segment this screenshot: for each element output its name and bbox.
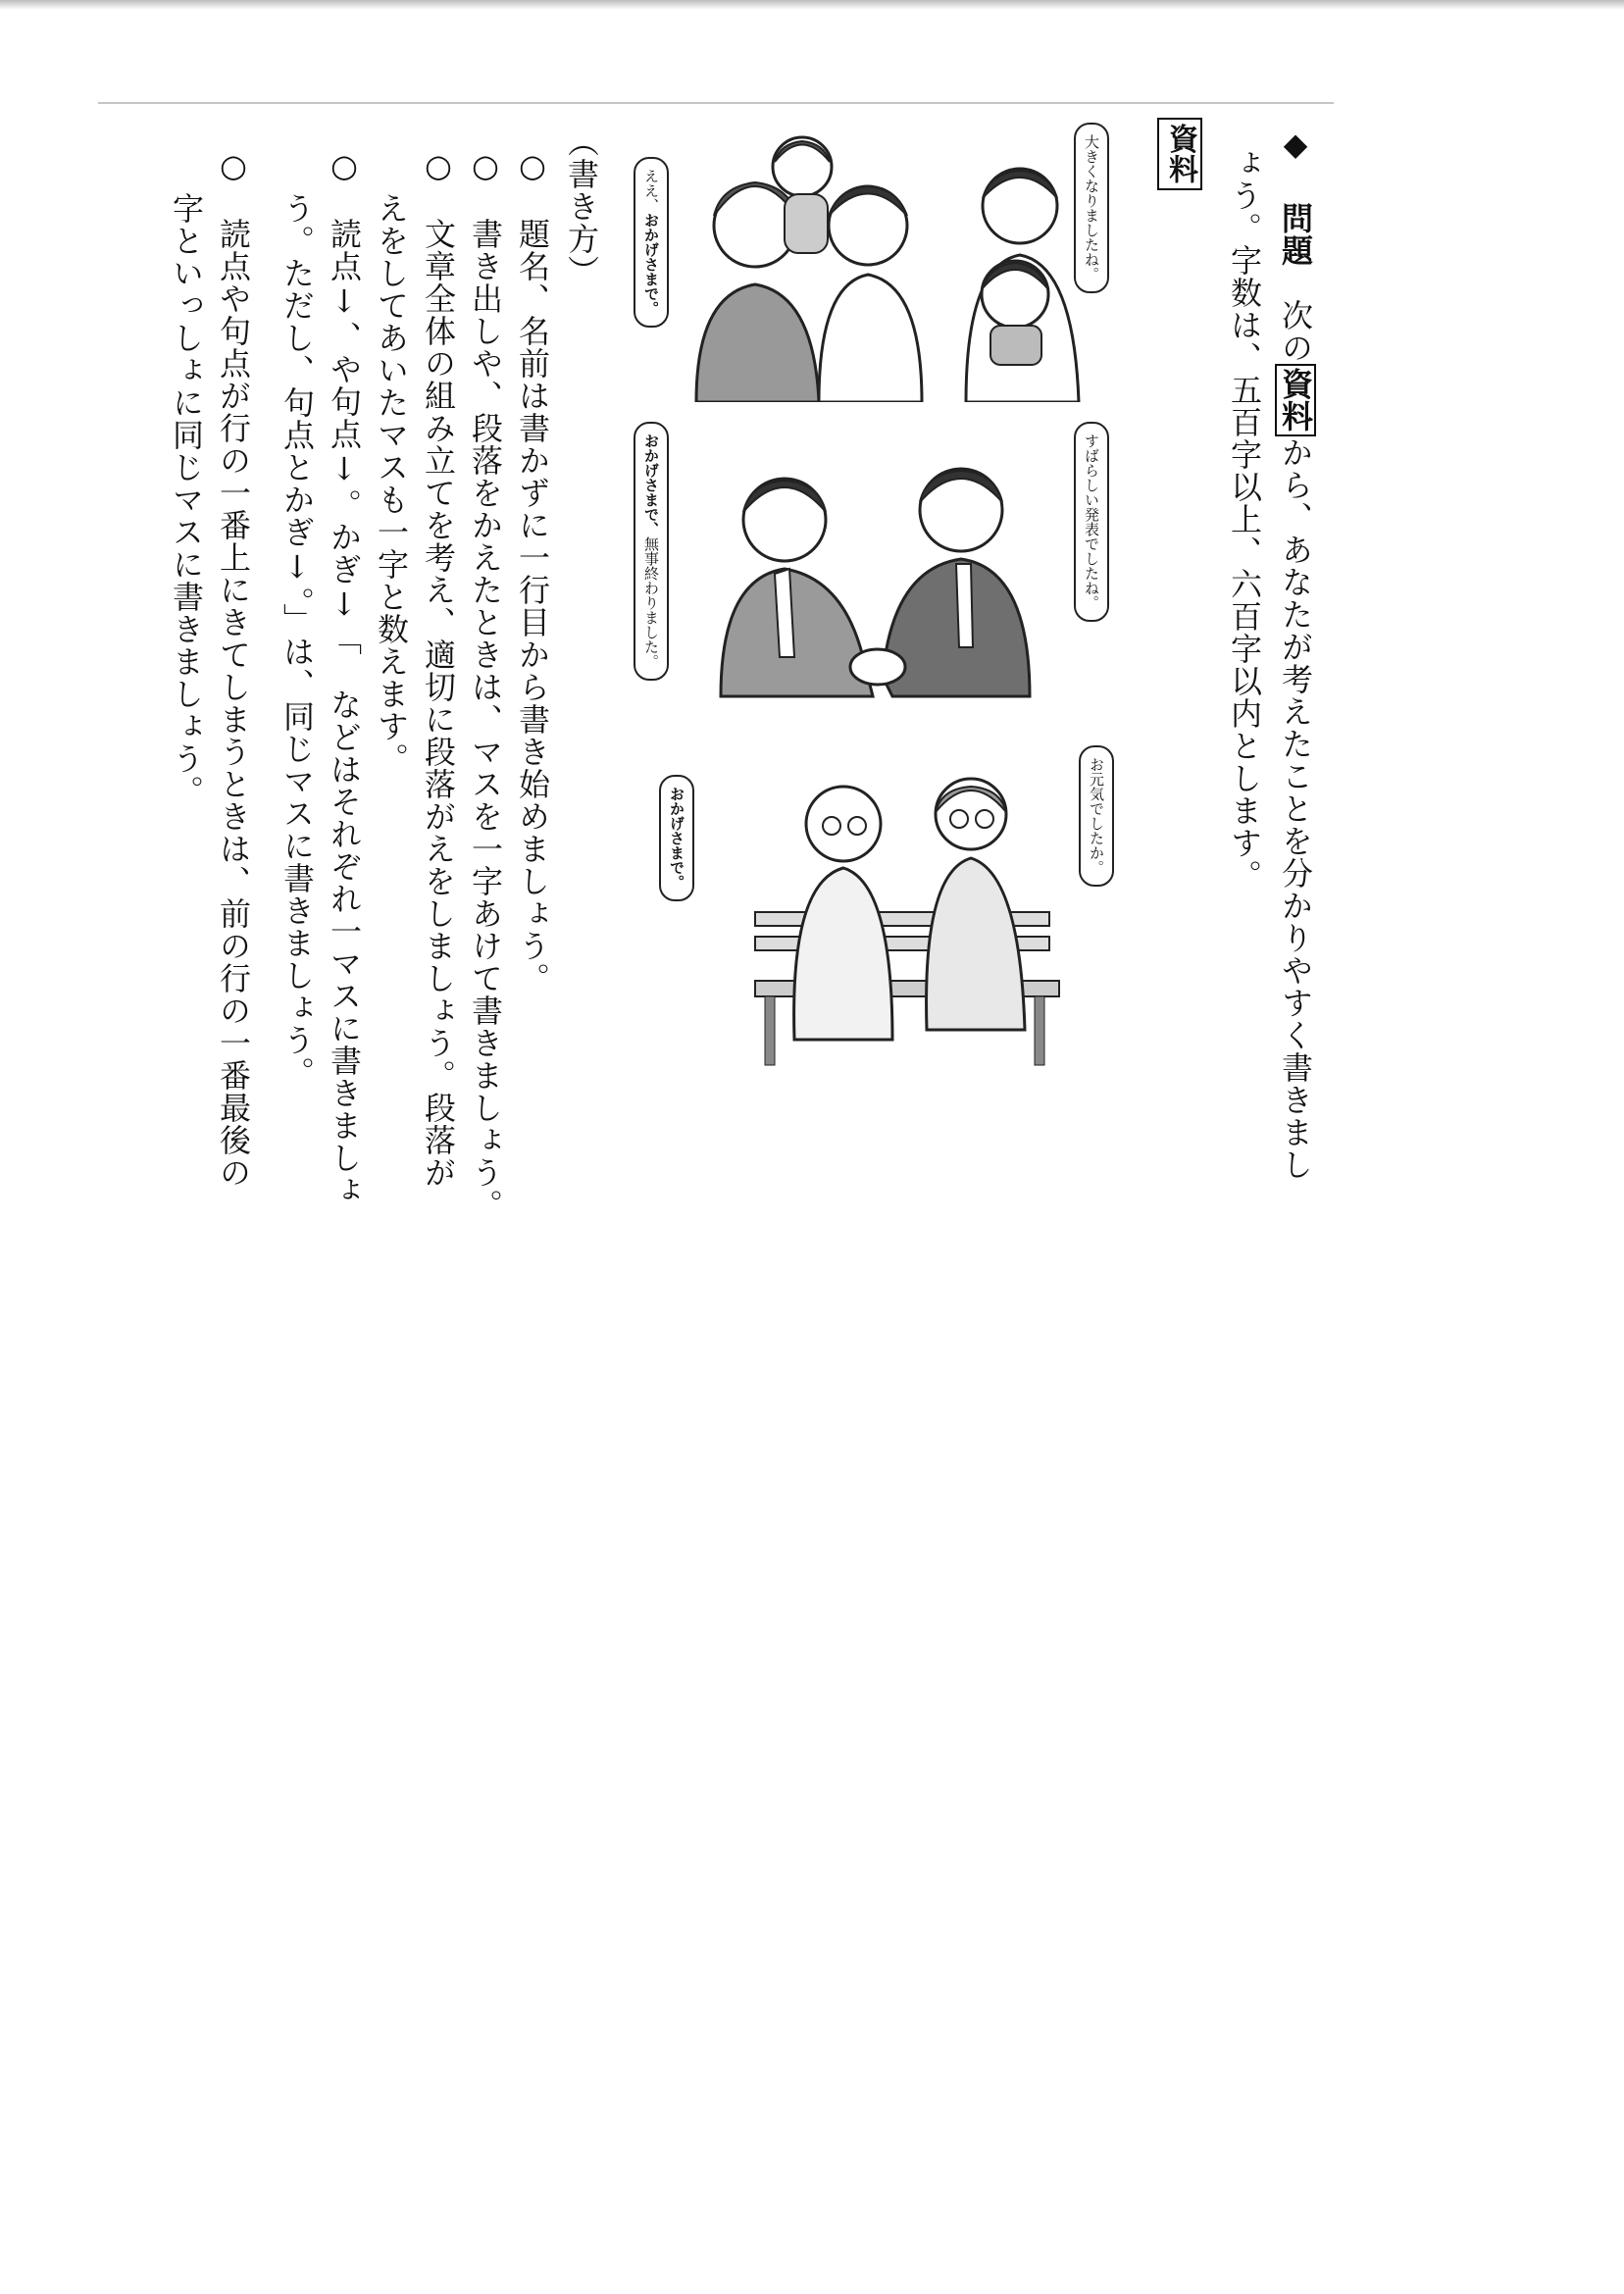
scene-handshake [628, 422, 1118, 716]
scene-bench-bubble-right: お元気でしたか。 [1079, 745, 1114, 887]
howto-line-3b: えをしてあいたマスも一字と数えます。 [373, 192, 410, 775]
bullet-3: ○ [420, 147, 457, 185]
bench-illustration [647, 745, 1118, 1069]
problem-lead: 次の [1277, 299, 1314, 364]
howto-heading: （書き方） [563, 126, 600, 287]
howto-line-5b: 字といっしょに同じマスに書きましょう。 [168, 192, 205, 807]
scene-family [628, 118, 1118, 402]
scene-bench-bubble-left: おかげさまで。 [659, 775, 694, 901]
scene-family-bubble-right: 大きくなりましたね。 [1074, 123, 1109, 293]
problem-text-2: ょう。字数は、五百字以上、六百字以内とします。 [1226, 147, 1263, 892]
header-rule [98, 102, 1334, 104]
howto-line-5: ○ 読点や句点が行の一番上にきてしまうときは、前の行の一番最後の [215, 147, 252, 1189]
problem-line-2 [1222, 147, 1267, 892]
scene-handshake-bubble-left: おかげさまで、無事終わりました。 [634, 422, 669, 681]
howto-line-4b: う。ただし、句点とかぎ↓。」は、同じマスに書きましょう。 [279, 192, 316, 1089]
bullet-5: ○ [215, 147, 252, 185]
howto-line-4: ○ 読点↓、や句点↓。かぎ↓「 などはそれぞれ一マスに書きましょ [326, 147, 363, 1206]
bullet-2: ○ [467, 147, 504, 185]
problem-boxed-word: 資料 [1275, 364, 1316, 436]
howto-line-2: ○ 書き出しや、段落をかえたときは、マスを一字あけて書きましょう。 [467, 147, 504, 1221]
scan-edge [0, 0, 1624, 10]
howto-line-1: ○ 題名、名前は書かずに一行目から書き始めましょう。 [514, 147, 551, 994]
material-label: 資料 [1157, 118, 1202, 190]
problem-text-1: から、あなたが考えたことを分かりやすく書きまし [1277, 436, 1314, 1181]
bullet-1: ○ [514, 147, 551, 185]
howto-line-3: ○ 文章全体の組み立てを考え、適切に段落がえをしましょう。段落が [420, 147, 457, 1189]
problem-line-1 [1273, 126, 1318, 1181]
family-illustration [628, 118, 1118, 402]
handshake-illustration [628, 422, 1118, 716]
scene-bench [647, 745, 1118, 1069]
problem-heading: 問題 [1277, 202, 1314, 267]
scene-handshake-bubble-right: すばらしい発表でしたね。 [1074, 422, 1109, 622]
diamond-icon: ◆ [1277, 126, 1314, 164]
scene-family-bubble-left: ええ、おかげさまで。 [634, 157, 669, 328]
bullet-4: ○ [326, 147, 363, 185]
